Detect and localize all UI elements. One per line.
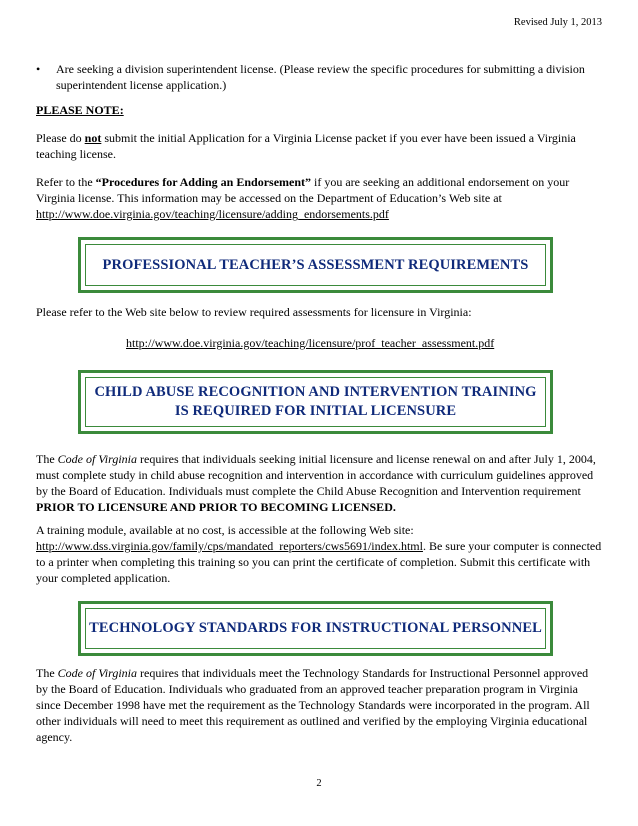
please-note-heading: PLEASE NOTE:	[36, 103, 124, 117]
code-of-virginia-italic: Code of Virginia	[57, 452, 137, 466]
note-p2-text-end: if you are seeking an additional endorsement on your Virginia license. This information may be accessed on the Department of Education’s Web site at	[36, 175, 570, 205]
note-p2-text-start: Refer to the	[36, 175, 96, 189]
technology-paragraph	[36, 665, 602, 745]
assessment-requirements-title: PROFESSIONAL TEACHER’S ASSESSMENT REQUIREMENTS	[102, 256, 529, 273]
assessment-paragraph: Please refer to the Web site below to review required assessments for licensure in Virginia:	[36, 305, 472, 319]
note-p1-text-start: Please do	[36, 131, 85, 145]
technology-p1-end: requires that individuals meet the Technology Standards for Instructional Personnel approved by the Board of Education. Individuals who graduated from an approved teacher preparation program in Virginia since December 1998 have met the requirement as the Technology Standards were incorporated in the program. All other individuals will need to meet this requirement as outlined and verified by the employing Virginia educational agency.	[36, 666, 590, 744]
technology-p1-start: The	[36, 666, 58, 680]
child-abuse-training-title	[94, 383, 536, 421]
bullet-item	[36, 61, 602, 93]
teacher-assessment-link[interactable]: http://www.doe.virginia.gov/teaching/licensure/prof_teacher_assessment.pdf	[126, 336, 495, 350]
child-abuse-title-line-2: IS REQUIRED FOR INITIAL LICENSURE	[174, 403, 457, 419]
child-abuse-paragraph-2	[36, 522, 602, 586]
child-abuse-p2-end: . Be sure your computer is connected to a printer when completing this training so you can print the certificate of completion. Submit this certificate with your completed application.	[36, 539, 602, 585]
child-abuse-title-line-1: CHILD ABUSE RECOGNITION AND INTERVENTION TRAINING	[94, 384, 537, 400]
note-p1-text-end: submit the initial Application for a Virginia License packet if you ever have been issued a Virginia teaching license.	[36, 131, 576, 161]
assessment-requirements-box	[78, 237, 553, 293]
technology-standards-title: TECHNOLOGY STANDARDS FOR INSTRUCTIONAL PERSONNEL	[89, 620, 542, 636]
adding-endorsements-link[interactable]: http://www.doe.virginia.gov/teaching/licensure/adding_endorsements.pdf	[36, 207, 389, 221]
child-abuse-training-box	[78, 370, 553, 434]
revised-date: Revised July 1, 2013	[513, 17, 602, 28]
note-paragraph-1	[36, 130, 602, 162]
note-p1-emphasis: not	[84, 131, 102, 145]
child-abuse-p1-start: The	[36, 452, 58, 466]
code-of-virginia-italic: Code of Virginia	[57, 666, 137, 680]
note-paragraph-2	[36, 174, 602, 222]
endorsement-procedures-title: “Procedures for Adding an Endorsement”	[95, 175, 312, 189]
child-abuse-p2-start: A training module, available at no cost, is accessible at the following Web site:	[36, 523, 414, 537]
bullet-icon: •	[36, 62, 41, 76]
assessment-link-line	[126, 335, 602, 351]
page-number: 2	[316, 778, 322, 789]
bullet-text: Are seeking a division superintendent license. (Please review the specific procedures for submitting a division superintendent license application.)	[56, 62, 585, 92]
child-abuse-paragraph-1	[36, 451, 602, 515]
training-module-link[interactable]: http://www.dss.virginia.gov/family/cps/mandated_reporters/cws5691/index.html	[36, 539, 423, 553]
licensure-requirement-emphasis: PRIOR TO LICENSURE AND PRIOR TO BECOMING LICENSED.	[36, 500, 396, 514]
child-abuse-p1-middle: requires that individuals seeking initial licensure and license renewal on and after July 1, 2004, must complete study in child abuse recognition and intervention in accordance with curriculum guidelines approved by the Board of Education. Individuals must complete the Child Abuse Recognition and Intervention requirement	[36, 452, 596, 498]
technology-standards-box	[78, 601, 553, 656]
